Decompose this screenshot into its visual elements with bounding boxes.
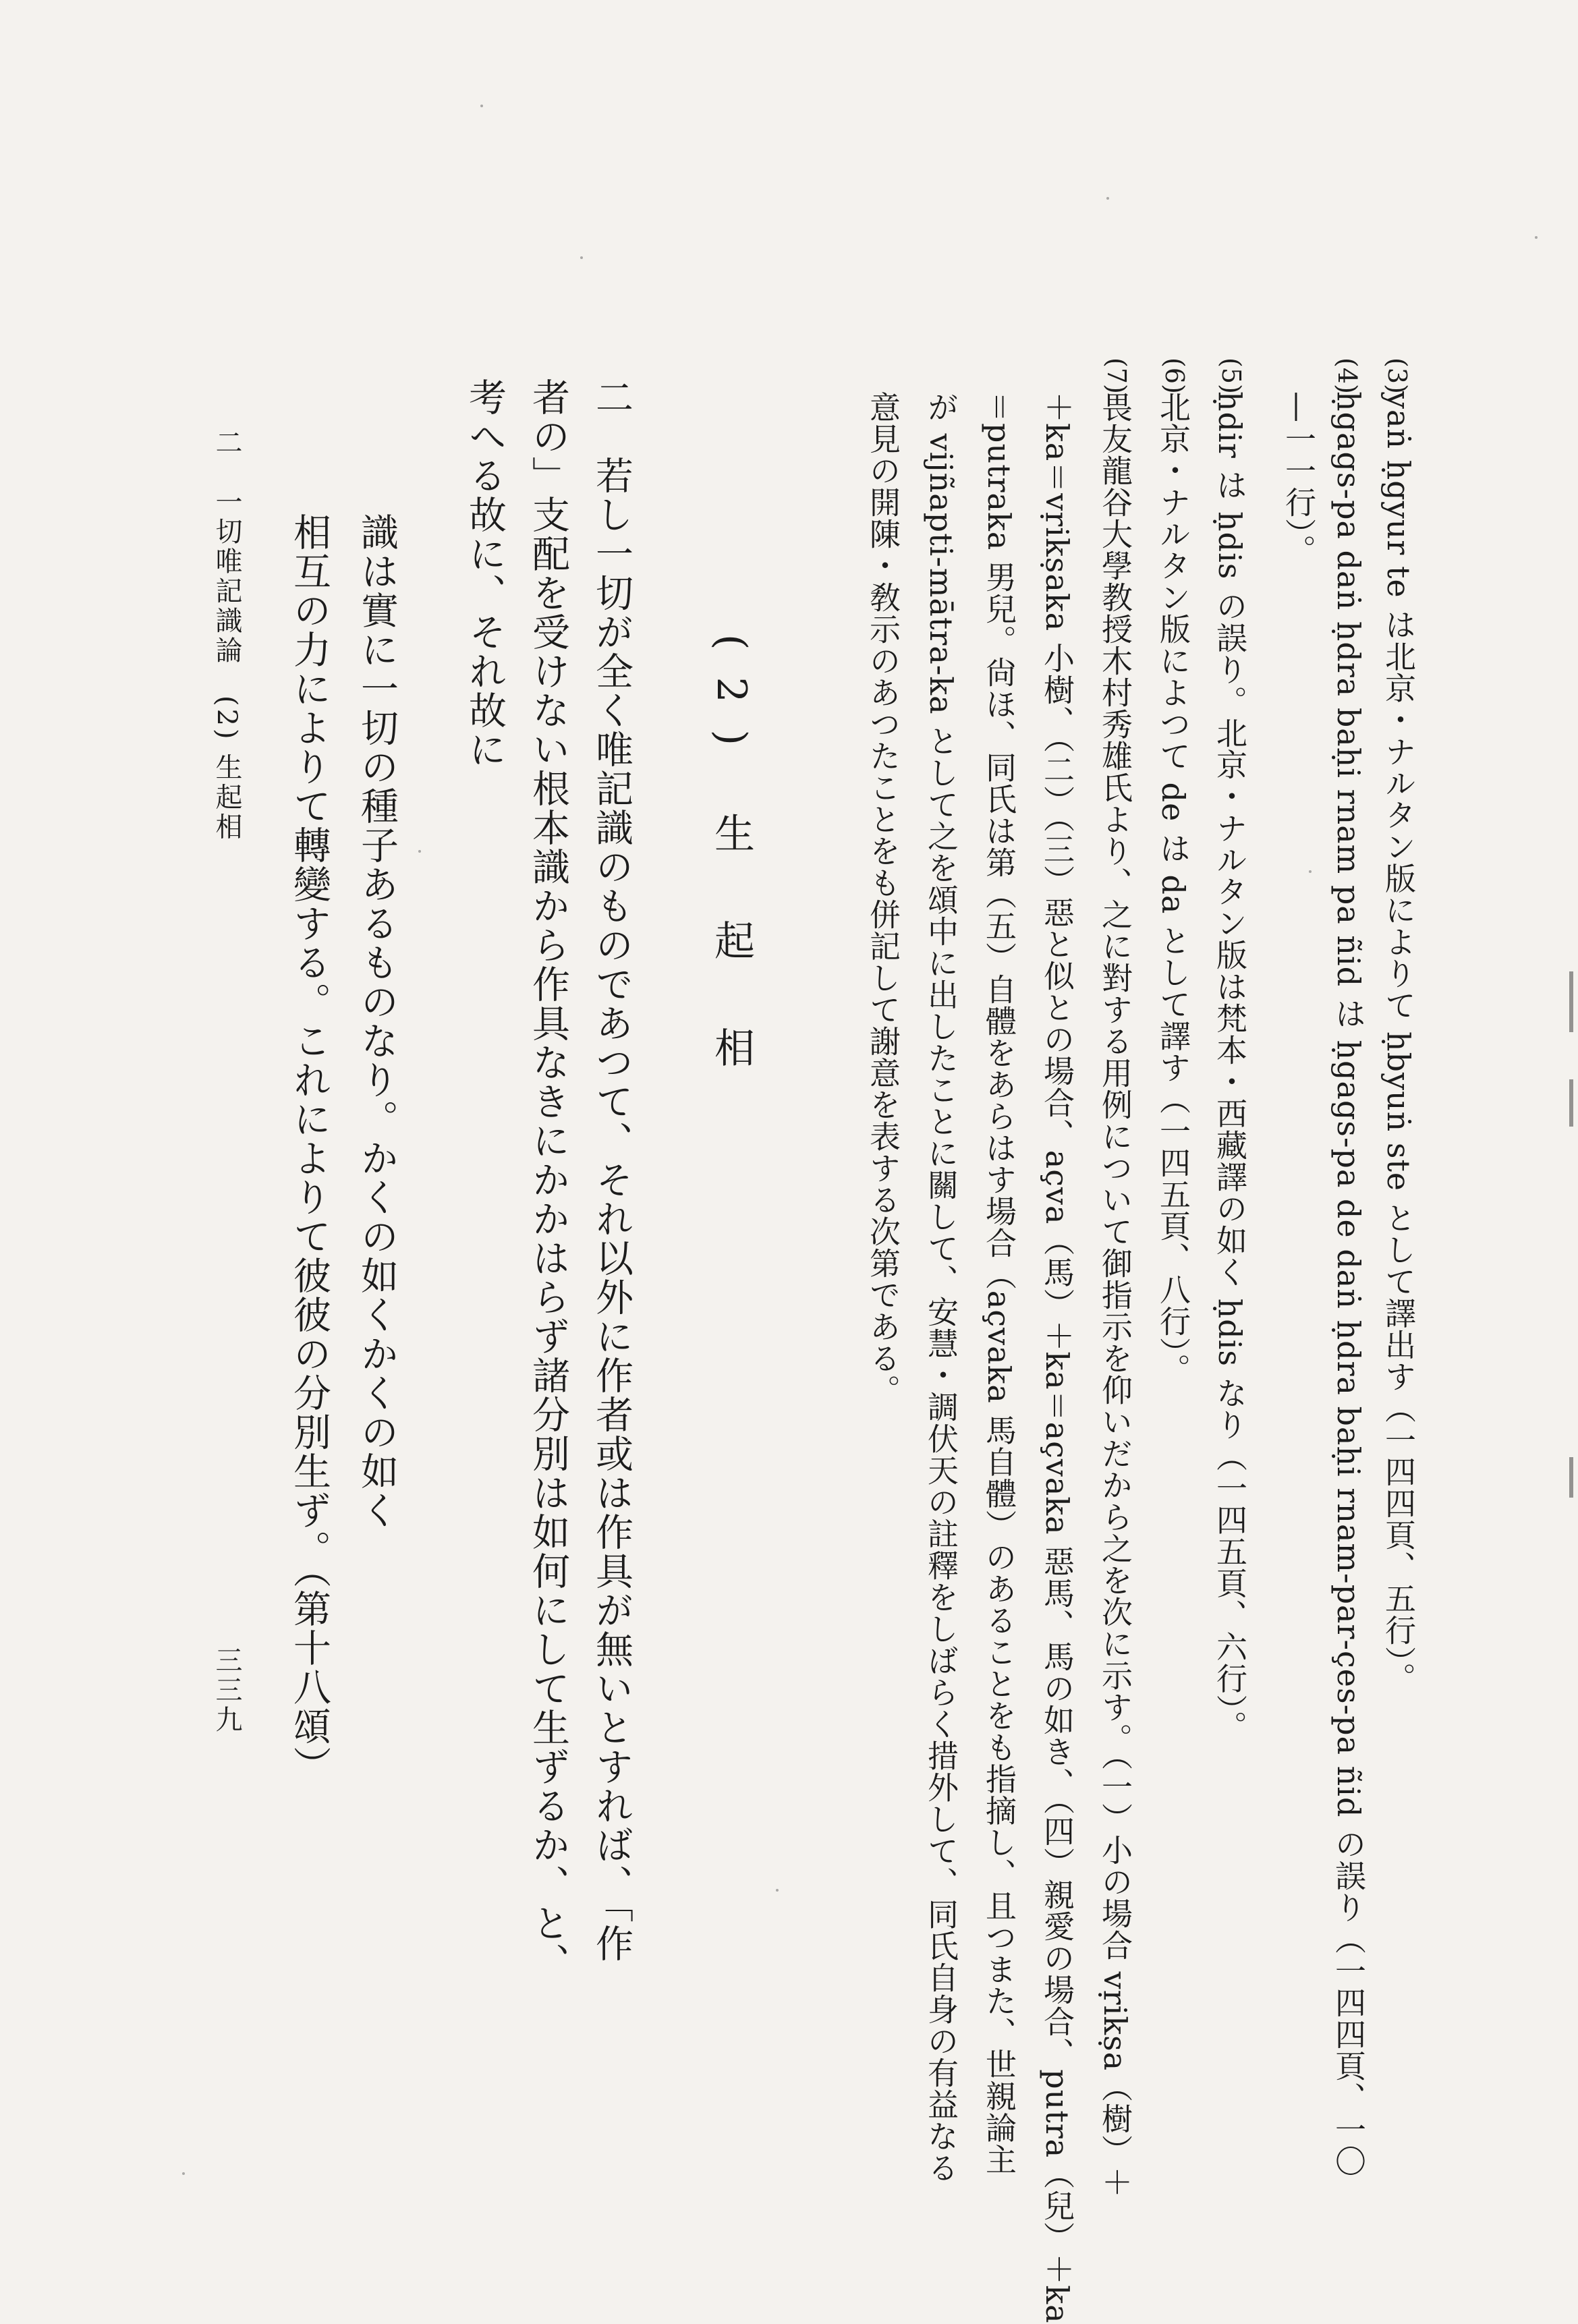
body-line: 者の」支配を受けない根本識から作具なきにかかはらず諸分別は如何にして生ずるか、と、 bbox=[526, 378, 570, 1982]
note-text: ḥgags-pa daṅ ḥdra baḥi rnam pa ñid は ḥgags-pa de daṅ ḥdra baḥi rnam-par-çes-pa ñid の誤り（一四四頁、一〇 bbox=[1330, 391, 1367, 2178]
note-text: —一一行）。 bbox=[1280, 391, 1317, 566]
scan-speck bbox=[1309, 870, 1312, 873]
scan-speck bbox=[182, 2172, 185, 2175]
note-number: (4) bbox=[1332, 358, 1362, 394]
note-text: 意見の開陳・敎示のあつたことをも併記して謝意を表する次第である。 bbox=[865, 391, 901, 1406]
note-number: (3) bbox=[1382, 358, 1412, 394]
scan-speck bbox=[1535, 236, 1538, 239]
section-heading: (2) 生 起 相 bbox=[708, 634, 755, 1095]
note-text: ＝putraka 男兒。尙ほ、同氏は第（五）自體をあらはす場合（açvaka 馬自體）のあることをも指摘し、且つまた、世親論主 bbox=[981, 391, 1017, 2176]
note-text: が vijñapti-mātra-ka として之を頌中に出したことに關して、安慧・調伏天の註釋をしばらく措外して、同氏自身の有益なる bbox=[923, 391, 959, 2184]
note-number: (5) bbox=[1216, 358, 1246, 394]
edge-mark bbox=[1569, 971, 1573, 1032]
scan-speck bbox=[418, 850, 421, 853]
edge-mark bbox=[1569, 1457, 1573, 1498]
scan-speck bbox=[580, 256, 583, 259]
note-text: 畏友龍谷大學教授木村秀雄氏より、之に對する用例について御指示を仰いだから之を次に示す。（一）小の場合 vṛikṣa（樹）＋ bbox=[1097, 391, 1133, 2199]
scan-speck bbox=[480, 105, 483, 107]
page-number: 三三九 bbox=[211, 1646, 242, 1735]
note-number: (6) bbox=[1160, 358, 1189, 394]
note-text: 北京・ナルタン版によつて de は da として譯す（一四五頁、八行）。 bbox=[1155, 391, 1191, 1386]
note-number: (7) bbox=[1102, 358, 1131, 394]
body-line: 考へる故に、それ故に bbox=[463, 378, 507, 769]
running-title: 二 一切唯記識論 (2) 生起相 bbox=[211, 428, 242, 843]
verse-line: 識は實に一切の種子あるものなり。かくの如くかくの如く bbox=[355, 513, 399, 1530]
note-text: yaṅ ḥgyur te は北京・ナルタン版によりて ḥbyuṅ ste として譯出す（一四四頁、五行）。 bbox=[1380, 391, 1417, 1694]
scan-speck bbox=[1106, 197, 1109, 200]
note-text: ḥdir は ḥdis の誤り。北京・ナルタン版は梵本・西藏譯の如く ḥdis なり（一四五頁、六行）。 bbox=[1212, 391, 1248, 1742]
verse-line: 相互の力によりて轉變する。これによりて彼彼の分別生ず。（第十八頌） bbox=[287, 513, 331, 1785]
note-text: ＋ka＝vṛikṣaka 小樹、（二）（三）惡と似との場合、açva（馬）＋ka＝açvaka 惡馬、馬の如き、（四）親愛の場合、putra（兒）＋ka bbox=[1039, 391, 1075, 2324]
scan-speck bbox=[776, 1889, 779, 1892]
edge-mark bbox=[1569, 1079, 1573, 1127]
body-line: 二 若し一切が全く唯記識のものであつて、それ以外に作者或は作具が無いとすれば、「作 bbox=[590, 378, 633, 1963]
